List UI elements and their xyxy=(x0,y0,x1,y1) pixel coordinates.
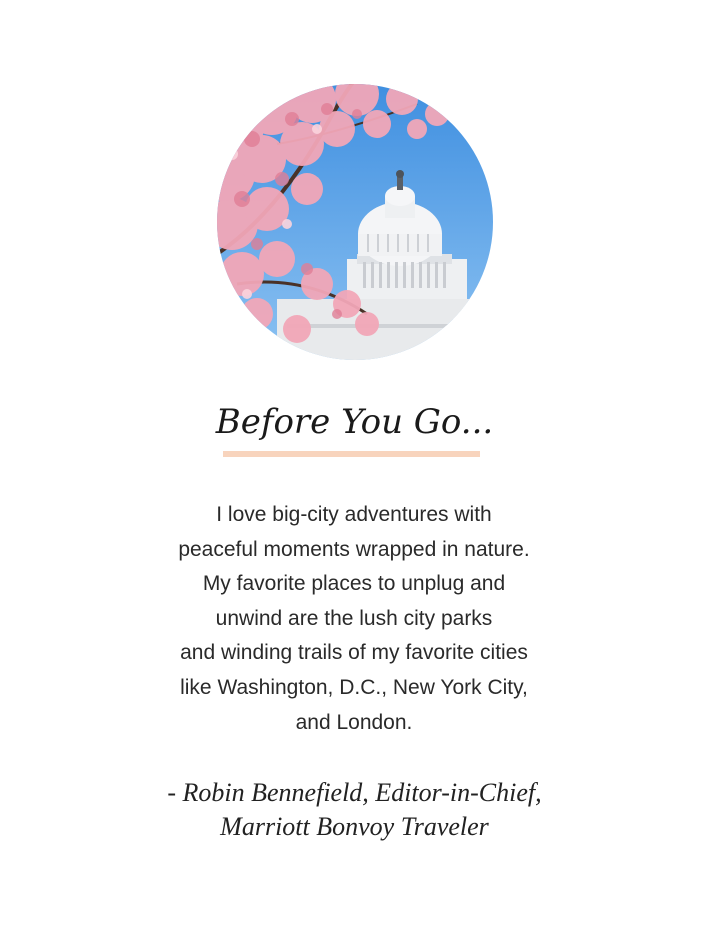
paragraph-line: like Washington, D.C., New York City, xyxy=(180,675,528,699)
paragraph-line: unwind are the lush city parks xyxy=(215,606,493,630)
intro-paragraph xyxy=(104,498,604,740)
paragraph-line: and London. xyxy=(295,710,413,734)
hero-photo-capitol xyxy=(217,84,493,360)
paragraph-line: My favorite places to unplug and xyxy=(202,572,506,596)
signature-line-publication: Marriott Bonvoy Traveler xyxy=(220,812,489,841)
paragraph-line: and winding trails of my favorite cities xyxy=(180,641,528,665)
signature-line-name: - Robin Bennefield, Editor-in-Chief, xyxy=(167,778,542,807)
capitol-cherry-blossom-image xyxy=(217,84,493,360)
title-underline xyxy=(223,451,480,457)
author-signature xyxy=(60,776,649,844)
page-title: Before You Go... xyxy=(215,402,494,442)
paragraph-line: peaceful moments wrapped in nature. xyxy=(178,537,530,561)
paragraph-line: I love big-city adventures with xyxy=(216,503,492,526)
